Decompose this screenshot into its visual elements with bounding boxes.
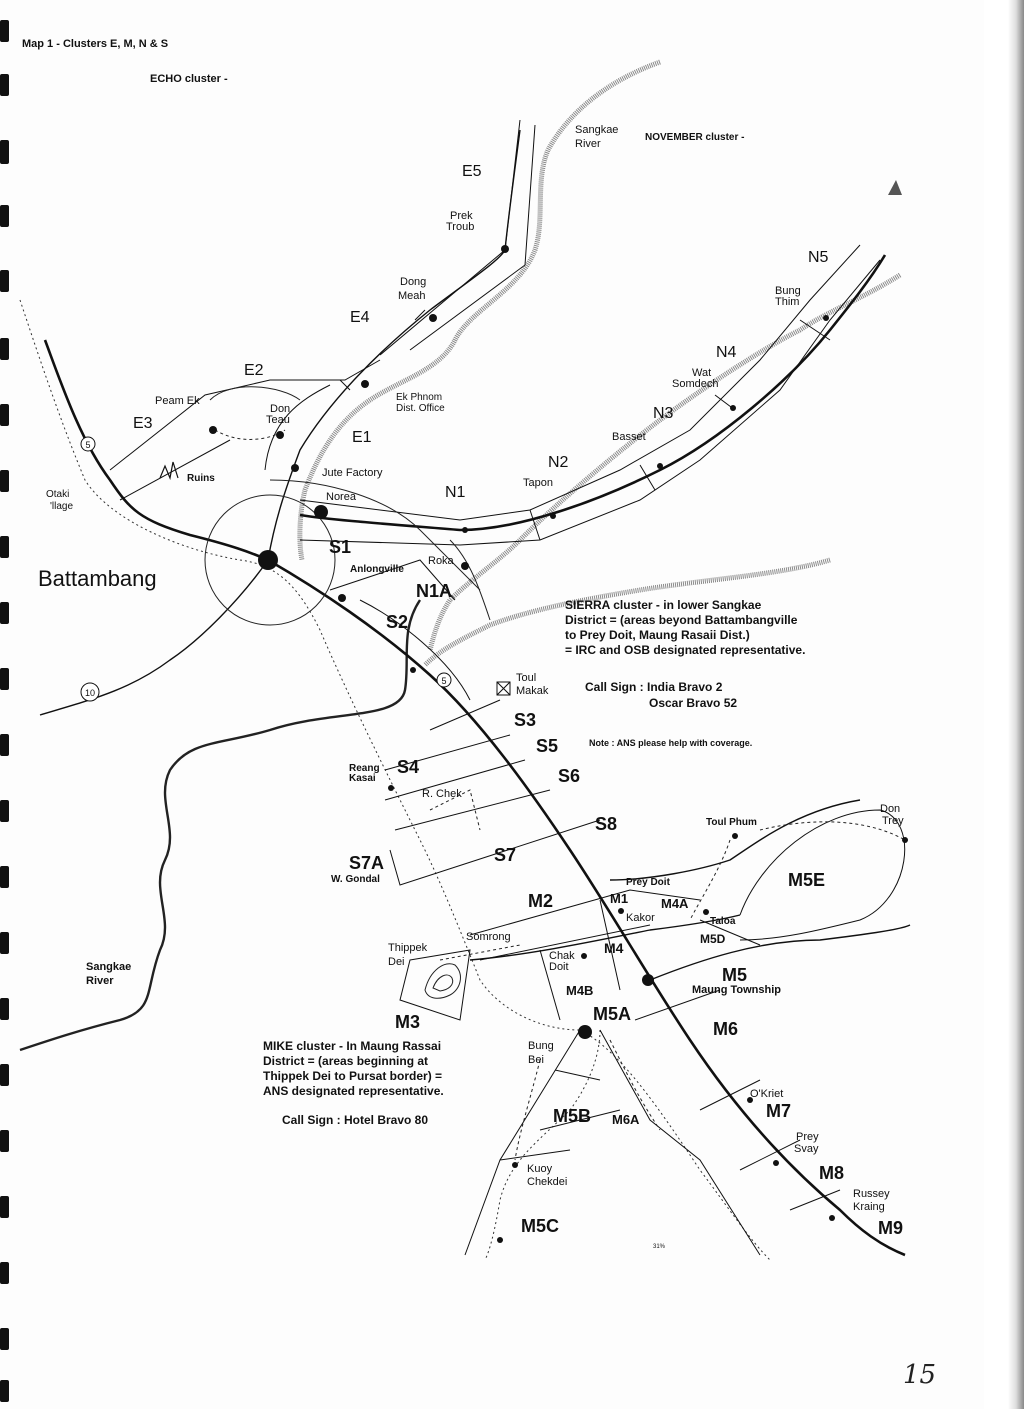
otaki-2: 'llage <box>50 501 74 512</box>
zone-M8: M8 <box>819 1163 845 1183</box>
somrong-label: Somrong <box>466 931 511 943</box>
peam-ek-label: Peam Ek <box>155 395 200 407</box>
russey-kraing-2: Kraing <box>853 1201 885 1213</box>
tapon-label: Tapon <box>523 477 553 489</box>
don-teau-2: Teau <box>266 414 290 426</box>
sierra-call-sign-1: Call Sign : India Bravo 2 <box>585 680 723 694</box>
w-gondal-label: W. Gondal <box>331 874 380 885</box>
zone-M1: M1 <box>610 891 629 906</box>
page-number: 15 <box>903 1360 937 1390</box>
zone-S6: S6 <box>558 766 581 786</box>
chak-doit-2: Doit <box>549 961 569 973</box>
mike-call-sign: Call Sign : Hotel Bravo 80 <box>282 1113 429 1127</box>
jute-factory-label: Jute Factory <box>322 467 383 479</box>
zone-M6A: M6A <box>612 1112 640 1127</box>
sangkae-river-top-1: Sangkae <box>575 124 619 136</box>
toul-makak-1: Toul <box>516 672 537 684</box>
route-number: 10 <box>84 688 96 698</box>
taloa-label: Taloa <box>710 916 736 927</box>
zone-N2: N2 <box>548 454 569 471</box>
sierra-line-1: SIERRA cluster - in lower Sangkae <box>565 598 762 612</box>
page-title: Map 1 - Clusters E, M, N & S <box>22 38 169 50</box>
toul-makak-2: Makak <box>516 685 549 697</box>
roads <box>40 130 910 980</box>
zone-M5A: M5A <box>593 1004 632 1024</box>
don-trey-2: Trey <box>882 815 904 827</box>
route-number: 5 <box>441 676 447 686</box>
zone-S7: S7 <box>494 845 517 865</box>
toul-makak-marker-icon <box>497 682 510 695</box>
zone-S5: S5 <box>536 736 559 756</box>
prek-troub-1: Prek <box>450 210 473 222</box>
reang-kasai-1: Reang <box>349 763 380 774</box>
wat-somdech-1: Wat <box>692 367 712 379</box>
route-shield-5-south <box>437 673 451 687</box>
roka-label: Roka <box>428 555 454 567</box>
dong-meah-2: Meah <box>398 290 426 302</box>
r-chek-label: R. Chek <box>422 788 462 800</box>
zone-N5: N5 <box>808 249 829 266</box>
ruins-label: Ruins <box>187 473 215 484</box>
zone-S7A: S7A <box>349 853 385 873</box>
sierra-line-3: to Prey Doit, Maung Rasaii Dist.) <box>565 628 750 642</box>
bung-thim-1: Bung <box>775 285 801 297</box>
route-shield-10 <box>81 683 99 701</box>
zone-N4: N4 <box>716 344 737 361</box>
prey-svay-1: Prey <box>796 1131 819 1143</box>
sangkae-river-left-1: Sangkae <box>86 961 132 973</box>
maung-township-label: Maung Township <box>692 984 782 996</box>
don-teau-1: Don <box>270 403 291 415</box>
zone-M4: M4 <box>604 940 624 956</box>
zone-M5: M5 <box>722 965 748 985</box>
zone-E4: E4 <box>350 309 370 326</box>
zone-N3: N3 <box>653 405 674 422</box>
north-arrow-icon <box>888 180 902 195</box>
prek-troub-2: Troub <box>446 221 475 233</box>
toul-phum-label: Toul Phum <box>706 817 757 828</box>
bung-bei-2: Bei <box>528 1054 544 1066</box>
zone-S1: S1 <box>329 537 352 557</box>
zone-M3: M3 <box>395 1012 421 1032</box>
mike-cluster-note <box>263 1039 444 1099</box>
dong-meah-1: Dong <box>400 276 427 288</box>
zone-N1A: N1A <box>416 581 453 601</box>
sierra-call-sign-2: Oscar Bravo 52 <box>649 696 738 710</box>
thippek-dei-2: Dei <box>388 956 405 968</box>
ek-phnom-1: Ek Phnom <box>396 392 443 403</box>
okriet-label: O'Kriet <box>750 1088 784 1100</box>
zone-labels <box>133 163 903 1238</box>
zone-M5C: M5C <box>521 1216 560 1236</box>
hill-contour <box>425 964 460 999</box>
zone-M5E: M5E <box>788 870 826 890</box>
mike-line-1: MIKE cluster - In Maung Rassai <box>263 1039 442 1053</box>
sierra-line-2: District = (areas beyond Battambangville <box>565 613 798 627</box>
kuoy-chekdei-2: Chekdei <box>527 1176 568 1188</box>
thippek-dei-1: Thippek <box>388 942 428 954</box>
zone-M5D: M5D <box>700 932 726 946</box>
otaki-1: Otaki <box>46 489 70 500</box>
sangkae-river-left-2: River <box>86 975 114 987</box>
mike-line-4: ANS designated representative. <box>263 1084 444 1098</box>
zone-S3: S3 <box>514 710 537 730</box>
prey-svay-2: Svay <box>794 1143 819 1155</box>
zone-E5: E5 <box>462 163 482 180</box>
sierra-coverage-note: Note : ANS please help with coverage. <box>589 738 753 748</box>
ek-phnom-2: Dist. Office <box>396 403 445 414</box>
sierra-line-4: = IRC and OSB designated representative. <box>565 643 806 657</box>
zone-M7: M7 <box>766 1101 792 1121</box>
zone-M9: M9 <box>878 1218 904 1238</box>
wat-somdech-2: Somdech <box>672 378 719 390</box>
battambang-label: Battambang <box>38 566 157 591</box>
sierra-cluster-note <box>565 598 805 658</box>
chak-doit-1: Chak <box>549 950 575 962</box>
scale-note: 31% <box>653 1244 666 1250</box>
zone-M6: M6 <box>713 1019 739 1039</box>
reang-kasai-2: Kasai <box>349 773 376 784</box>
zone-E2: E2 <box>244 362 264 379</box>
ruins-icon <box>160 462 178 478</box>
zone-M4A: M4A <box>661 896 689 911</box>
zone-M5B: M5B <box>553 1106 592 1126</box>
zone-S2: S2 <box>386 612 409 632</box>
zone-N1: N1 <box>445 484 466 501</box>
mike-line-3: Thippek Dei to Pursat border) = <box>263 1069 443 1083</box>
bung-thim-2: Thim <box>775 296 800 308</box>
mike-line-2: District = (areas beginning at <box>263 1054 429 1068</box>
zone-S4: S4 <box>397 757 420 777</box>
kakor-label: Kakor <box>626 912 655 924</box>
kuoy-chekdei-1: Kuoy <box>527 1163 553 1175</box>
don-trey-1: Don <box>880 803 901 815</box>
route-shield-5-north <box>81 437 95 451</box>
echo-cluster-label: ECHO cluster - <box>150 73 228 85</box>
zone-E1: E1 <box>352 429 372 446</box>
zone-S8: S8 <box>595 814 618 834</box>
sangkae-river-top-2: River <box>575 138 601 150</box>
norea-label: Norea <box>326 491 356 503</box>
zone-M4B: M4B <box>566 983 594 998</box>
zone-M2: M2 <box>528 891 554 911</box>
route-number: 5 <box>85 440 91 450</box>
prey-doit-label: Prey Doit <box>626 877 670 888</box>
zone-E3: E3 <box>133 415 153 432</box>
bung-bei-1: Bung <box>528 1040 554 1052</box>
russey-kraing-1: Russey <box>853 1188 890 1200</box>
november-cluster-label: NOVEMBER cluster - <box>645 132 745 143</box>
anlongville-label: Anlongville <box>350 564 404 575</box>
basset-label: Basset <box>612 431 646 443</box>
